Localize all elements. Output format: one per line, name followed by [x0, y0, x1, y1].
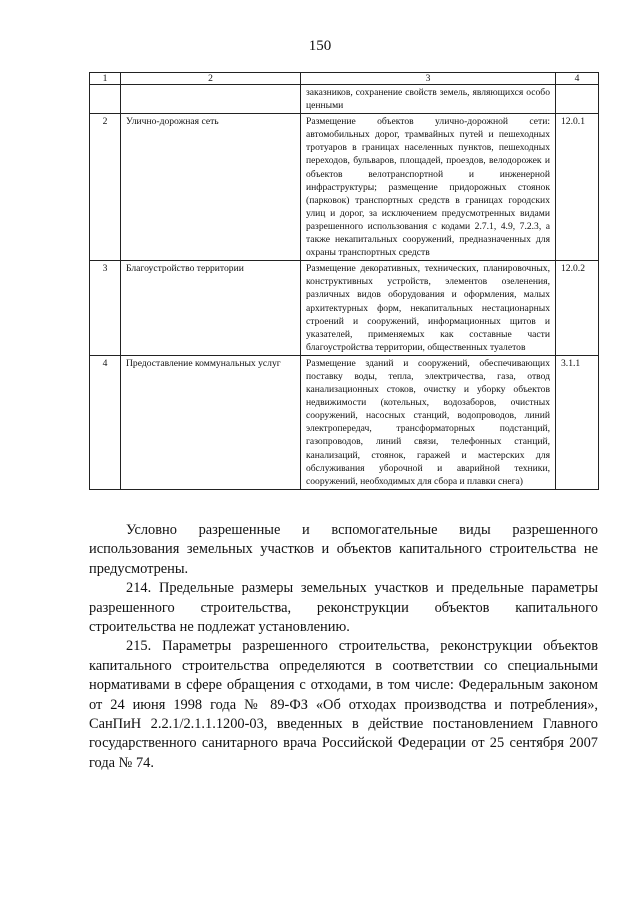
row-description: заказников, сохранение свойств земель, являющихся особо ценными — [301, 85, 556, 114]
row-number: 3 — [90, 261, 121, 356]
table-row — [90, 355, 599, 489]
paragraph: 215. Параметры разрешенного строительства, реконструкции объектов капитального строительства определяются в соответствии со специальными нормативами в сфере обращения с отходами, в том числе: Федеральным законом от 24 июня 1998 года № 89-ФЗ «Об отходах производства и потребления», СанПиН 2.2.1/2.1.1.1200-03, введенных в действие постановлением Главного государственного санитарного врача Российской Федерации от 25 сентября 2007 года № 74. — [89, 638, 598, 771]
paragraph: 214. Предельные размеры земельных участков и предельные параметры разрешенного строительства, реконструкции объектов капитального строительства не подлежат установлению. — [89, 580, 598, 636]
table-row — [90, 114, 599, 261]
table-row-continuation — [90, 85, 599, 114]
row-number: 2 — [90, 114, 121, 261]
row-name: Улично-дорожная сеть — [121, 114, 301, 261]
column-header: 2 — [121, 73, 301, 85]
column-header: 1 — [90, 73, 121, 85]
row-description: Размещение объектов улично-дорожной сети: автомобильных дорог, трамвайных путей и пешеходных тротуаров в границах населенных пунктов, пешеходных переходов, бульваров, площадей, проездов, велодорожек и объектов велотранспортной и инженерной инфраструктуры; размещение придорожных стоянок (парковок) транспортных средств в границах городских улиц и дорог, за исключением предусмотренных видами разрешенного использования с кодами 2.7.1, 4.9, 7.2.3, а также некапитальных сооружений, предназначенных для охраны транспортных средств — [301, 114, 556, 261]
table-row — [90, 261, 599, 356]
column-header: 3 — [301, 73, 556, 85]
row-code: 12.0.1 — [556, 114, 599, 261]
row-description: Размещение декоративных, технических, планировочных, конструктивных устройств, элементов озеленения, различных видов оборудования и оформления, малых архитектурных форм, некапитальных нестационарных строений и сооружений, информационных щитов и указателей, применяемых как составные части благоустройства территории, общественных туалетов — [301, 261, 556, 356]
body-text — [89, 521, 598, 773]
table-header-row — [90, 73, 599, 85]
row-name: Благоустройство территории — [121, 261, 301, 356]
column-header: 4 — [556, 73, 599, 85]
paragraph: Условно разрешенные и вспомогательные виды разрешенного использования земельных участков и объектов капитального строительства не предусмотрены. — [89, 522, 598, 577]
row-number: 4 — [90, 355, 121, 489]
row-code: 3.1.1 — [556, 355, 599, 489]
page-number: 150 — [308, 38, 332, 54]
land-use-table — [89, 72, 599, 490]
row-code: 12.0.2 — [556, 261, 599, 356]
row-description: Размещение зданий и сооружений, обеспечивающих поставку воды, тепла, электричества, газа, отвод канализационных стоков, очистку и уборку объектов недвижимости (котельных, водозаборов, очистных сооружений, насосных станций, водопроводов, линий электропередач, трансформаторных подстанций, газопроводов, линий связи, телефонных станций, канализаций, стоянок, гаражей и мастерских для обслуживания уборочной и аварийной техники, сооружений, необходимых для сбора и плавки снега) — [301, 355, 556, 489]
row-name: Предоставление коммунальных услуг — [121, 355, 301, 489]
